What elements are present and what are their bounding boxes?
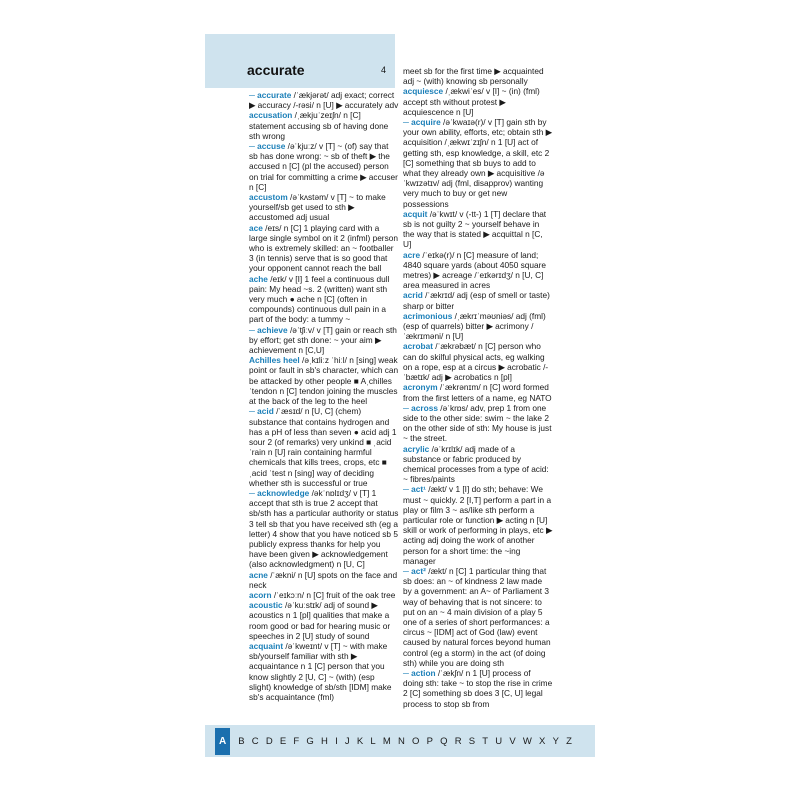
- alphabet-letter-u[interactable]: U: [495, 735, 503, 747]
- entry-headword: ache: [249, 273, 268, 284]
- alphabet-index: [215, 725, 579, 757]
- dictionary-entry: [403, 341, 553, 382]
- entry-headword: ─ acknowledge: [249, 487, 310, 498]
- alphabet-letter-v[interactable]: V: [509, 735, 516, 747]
- entry-headword: ─ acquire: [403, 117, 441, 128]
- alphabet-letter-p[interactable]: P: [426, 735, 433, 747]
- entry-definition: /ˈækrəbæt/ n [C] person who can do skilful physical acts, eg walking on a rope, esp at a circus ▶ acrobatic /-ˈbætɪk/ adj ▶ acrobatics n [pl]: [403, 341, 549, 383]
- dictionary-entry: [403, 311, 553, 342]
- alphabet-letter-n[interactable]: N: [397, 735, 405, 747]
- entry-headword: acquaint: [249, 640, 284, 651]
- entry-definition: /əˈkwɪt/ v (-tt-) 1 [T] declare that sb is not guilty 2 ~ yourself behave in the way that is stated ▶ acquittal n [C, U]: [403, 208, 547, 250]
- dictionary-entry: [403, 250, 553, 291]
- alphabet-letter-q[interactable]: Q: [440, 735, 448, 747]
- alphabet-letter-k[interactable]: K: [356, 735, 364, 747]
- entry-definition: /ˈæsɪd/ n [U, C] (chem) substance that contains hydrogen and has a pH of less than seven ● acid adj 1 sour 2 (of remarks) very unkind ■ ˌacid ˈrain n [U] rain containing harmful chemicals that kills trees, crops, etc ■ ˌacid ˈtest n [sing] way of deciding whether sth is successful or true: [249, 406, 397, 488]
- dictionary-entry: [249, 223, 399, 274]
- entry-headword: accusation: [249, 110, 293, 121]
- entry-definition: /əˈkrɪlɪk/ adj made of a substance or fabric produced by chemical processes from a type of acid: ~ fibres/paints: [403, 443, 549, 485]
- alphabet-index-bar: [205, 725, 595, 757]
- dictionary-entry: [403, 209, 553, 250]
- alphabet-letter-y[interactable]: Y: [552, 735, 559, 747]
- entry-headword: ─ achieve: [249, 324, 288, 335]
- entry-headword: acquit: [403, 208, 428, 219]
- alphabet-letter-b[interactable]: B: [238, 735, 245, 747]
- left-column: [249, 90, 399, 702]
- dictionary-entry: [403, 484, 553, 566]
- dictionary-entry: [249, 325, 399, 356]
- alphabet-letter-l[interactable]: L: [370, 735, 376, 747]
- entry-definition: /ˈækni/ n [U] spots on the face and neck: [249, 569, 398, 590]
- alphabet-letter-h[interactable]: H: [321, 735, 328, 747]
- dictionary-entry: [249, 570, 399, 590]
- entry-definition: /əˈkjuːz/ v [T] ~ (of) say that sb has done wrong: ~ sb of theft ▶ the accused n [C] (pl the accused) person on trial for committing a crime ▶ accuser n [C]: [249, 141, 398, 192]
- entry-headword: ─ accuse: [249, 141, 286, 152]
- dictionary-entry: [249, 600, 399, 641]
- entry-headword: acne: [249, 569, 268, 580]
- entry-headword: accustom: [249, 192, 288, 203]
- entry-headword: acquiesce: [403, 86, 444, 97]
- alphabet-letter-c[interactable]: C: [251, 735, 259, 747]
- entry-headword: ─ action: [403, 667, 436, 678]
- entry-definition: /ˈeɪkɔːn/ n [C] fruit of the oak tree: [271, 589, 396, 600]
- dictionary-entry: [403, 290, 553, 310]
- alphabet-letter-j[interactable]: J: [344, 735, 350, 747]
- dictionary-entry: [249, 488, 399, 570]
- right-column: [403, 66, 553, 709]
- entry-headword: acrimonious: [403, 310, 453, 321]
- dictionary-entry: [403, 403, 553, 444]
- dictionary-entry: [249, 590, 399, 600]
- entry-headword: acorn: [249, 589, 272, 600]
- entry-definition: /ˈækjərət/ adj exact; correct ▶ accuracy /-rəsi/ n [U] ▶ accurately adv: [249, 90, 399, 111]
- entry-headword: ─ act¹: [403, 484, 426, 495]
- entry-headword: acre: [403, 249, 421, 260]
- page-number: 4: [381, 65, 387, 75]
- alphabet-letter-z[interactable]: Z: [566, 735, 572, 747]
- entry-definition: /ækt/ n [C] 1 particular thing that sb does: an ~ of kindness 2 law made by a government: an A~ of Parliament 3 way of behaving that is not sincere: to put on an ~ 4 main division of a play 5 one of a series of short performances: a circus ~ [IDM] act of God (law) event caused by natural forces beyond human control (eg a storm) in the act (of doing sth) while you are doing sth: [403, 565, 551, 668]
- dictionary-entry: [249, 141, 399, 192]
- dictionary-page: [205, 34, 595, 772]
- dictionary-entry: [249, 406, 399, 488]
- entry-definition: /əˈtʃiːv/ v [T] gain or reach sth by effort; get sth done: ~ your aim ▶ achievement n [C,U]: [249, 324, 397, 356]
- dictionary-entry: [403, 66, 553, 86]
- dictionary-entry: [403, 117, 553, 209]
- entry-definition: /əˈkweɪnt/ v [T] ~ with make sb/yourself familiar with sth ▶ acquaintance n 1 [C] person that you know slightly 2 [U, C] ~ (with) (esp slight) knowledge of sb/sth [IDM] make sb's acquaintance (fml): [249, 640, 392, 702]
- header-band: [205, 34, 395, 88]
- entry-definition: /ˌækjuˈzeɪʃn/ n [C] statement accusing sb of having done sth wrong: [249, 110, 389, 141]
- alphabet-letter-x[interactable]: X: [539, 735, 546, 747]
- dictionary-entry: [403, 382, 553, 402]
- alphabet-letter-t[interactable]: T: [482, 735, 489, 747]
- dictionary-entry: [249, 90, 399, 110]
- alphabet-letter-r[interactable]: R: [454, 735, 462, 747]
- entry-headword: acrylic: [403, 443, 430, 454]
- entry-definition: /əˈkuːstɪk/ adj of sound ▶ acoustics n 1 [pl] qualities that make a room good or bad for hearing music or speeches in 2 [U] study of sound: [249, 600, 391, 641]
- entry-headword: ─ act²: [403, 565, 426, 576]
- entry-definition: /ˌækrɪˈməʊniəs/ adj (fml) (esp of quarrels) bitter ▶ acrimony /ˈækrɪməni/ n [U]: [403, 310, 546, 342]
- alphabet-letter-w[interactable]: W: [522, 735, 532, 747]
- dictionary-entry: [249, 110, 399, 141]
- alphabet-letter-e[interactable]: E: [279, 735, 287, 747]
- dictionary-entry: [249, 355, 399, 406]
- entry-definition: /əˈkʌstəm/ v [T] ~ to make yourself/sb get used to sth ▶ accustomed adj usual: [249, 192, 386, 223]
- entry-definition: /ækt/ v 1 [I] do sth; behave: We must ~ quickly. 2 [I,T] perform a part in a play or film 3 ~ as/like sth perform a particular role or function ▶ acting n [U] skill or work of performing in plays, etc ▶ acting adj doing the work of another person for a short time: the ~ing manager: [403, 484, 553, 566]
- alphabet-letter-m[interactable]: M: [382, 735, 391, 747]
- alphabet-letter-o[interactable]: O: [412, 735, 420, 747]
- entry-definition: /əˈkwaɪə(r)/ v [T] gain sth by your own ability, efforts, etc; obtain sth ▶ acquisition /ˌækwɪˈzɪʃn/ n 1 [U] act of getting sth, esp knowledge, a skill, etc 2 [C] something that sb buys to add to what they already own ▶ acquisitive /əˈkwɪzətɪv/ adj (fml, disapprov) wanting very much to buy or get new possessions: [403, 117, 553, 209]
- entry-headword: acrid: [403, 290, 423, 301]
- alphabet-letter-f[interactable]: F: [293, 735, 300, 747]
- entry-headword: Achilles heel: [249, 355, 300, 366]
- entry-definition: /əˈkrɒs/ adv, prep 1 from one side to the other side: swim ~ the lake 2 on the other side of sth: My house is just ~ the street.: [403, 402, 552, 444]
- entry-definition: /əˌkɪliːz ˈhiːl/ n [sing] weak point or fault in sb's character, which can be attacked by other people ■ Aˌchilles ˈtendon n [C] tendon joining the muscles at the back of the leg to the heel: [249, 355, 399, 407]
- entry-headword: acrobat: [403, 341, 433, 352]
- alphabet-letter-i[interactable]: I: [335, 735, 338, 747]
- entry-definition: /ˈeɪkə(r)/ n [C] measure of land; 4840 square yards (about 4050 square metres) ▶ acreage /ˈeɪkərɪdʒ/ n [U, C] area measured in acres: [403, 249, 546, 291]
- dictionary-entry: [403, 86, 553, 117]
- entry-definition: meet sb for the first time ▶ acquainted adj ~ (with) knowing sb personally: [403, 66, 544, 87]
- entry-headword: ─ across: [403, 402, 438, 413]
- entry-definition: /ˈækʃn/ n 1 [U] process of doing sth: take ~ to stop the rise in crime 2 [C] something sb does 3 [C, U] legal process to stop sb from: [403, 667, 553, 709]
- entry-headword: ace: [249, 222, 263, 233]
- entry-definition: /eɪs/ n [C] 1 playing card with a large single symbol on it 2 (infml) person who is extremely skilled: an ~ footballer 3 (in tennis) serve that is so good that your opponent cannot reach the ball: [249, 222, 398, 274]
- alphabet-letter-d[interactable]: D: [265, 735, 273, 747]
- dictionary-entry: [249, 274, 399, 325]
- entry-definition: /ˈækrənɪm/ n [C] word formed from the first letters of a name, eg NATO: [403, 382, 552, 403]
- entry-headword: ─ accurate: [249, 90, 292, 100]
- dictionary-entry: [403, 668, 553, 709]
- dictionary-entry: [403, 566, 553, 668]
- dictionary-entry: [403, 444, 553, 485]
- entry-headword: acronym: [403, 382, 438, 393]
- alphabet-letter-a[interactable]: A: [215, 728, 230, 755]
- entry-definition: /ˈækrɪd/ adj (esp of smell or taste) sharp or bitter: [403, 290, 550, 311]
- alphabet-letter-s[interactable]: S: [468, 735, 476, 747]
- page-headword: accurate: [247, 62, 305, 78]
- dictionary-entry: [249, 641, 399, 702]
- entry-headword: acoustic: [249, 600, 283, 611]
- entry-definition: /ˌækwiˈes/ v [I] ~ (in) (fml) accept sth without protest ▶ acquiescence n [U]: [403, 86, 540, 117]
- entry-headword: ─ acid: [249, 406, 274, 417]
- entry-definition: /eɪk/ v [I] 1 feel a continuous dull pain: My head ~s. 2 (written) want sth very much ● ache n [C] (often in compounds) continuous dull pain in a part of the body: a tummy ~: [249, 273, 390, 325]
- entry-definition: /əkˈnɒlɪdʒ/ v [T] 1 accept that sth is true 2 accept that sb/sth has a particular authority or status 3 tell sb that you have received sth (eg a letter) 4 show that you have noticed sb 5 publicly express thanks for help you have been given ▶ acknowledgement (also acknowledgment) n [U, C]: [249, 487, 399, 570]
- alphabet-letter-g[interactable]: G: [306, 735, 314, 747]
- dictionary-entry: [249, 192, 399, 223]
